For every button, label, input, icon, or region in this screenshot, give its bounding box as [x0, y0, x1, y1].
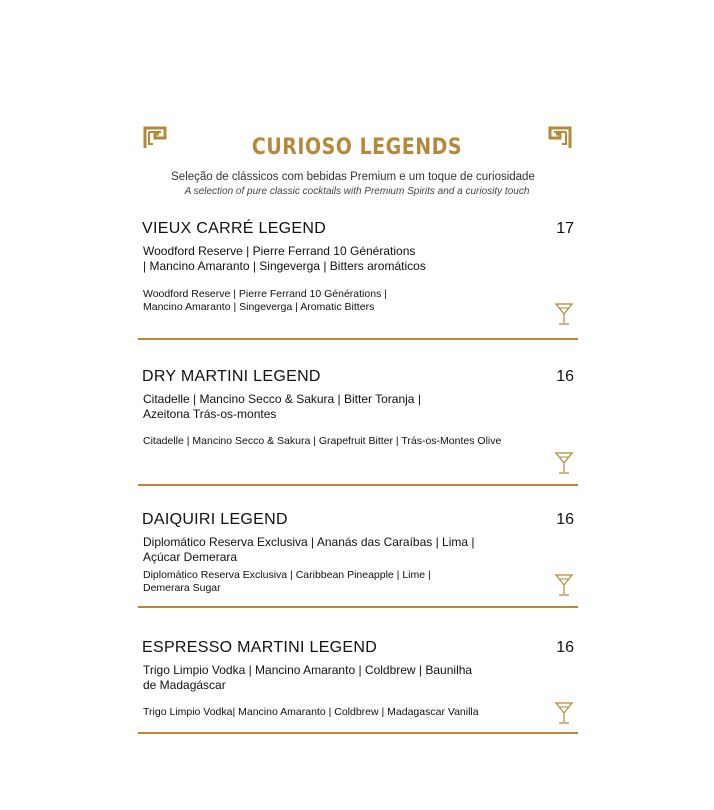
- item-description-pt: Trigo Limpio Vodka | Mancino Amaranto | Coldbrew | Baunilha de Madagáscar: [143, 663, 473, 692]
- martini-glass-icon: [555, 451, 573, 475]
- menu-item-vieux-carre: [138, 220, 578, 345]
- item-price: 16: [556, 368, 574, 385]
- menu-item-daiquiri: [138, 511, 578, 611]
- page-title: CURIOSO LEGENDS: [251, 134, 463, 160]
- item-description-pt: Woodford Reserve | Pierre Ferrand 10 Générations | Mancino Amaranto | Singeverga | Bitters aromáticos: [143, 244, 426, 273]
- subtitle-portuguese: Seleção de clássicos com bebidas Premium e um toque de curiosidade: [171, 171, 535, 183]
- divider: [138, 732, 578, 734]
- item-name: DRY MARTINI LEGEND: [142, 368, 321, 385]
- item-name: DAIQUIRI LEGEND: [142, 511, 288, 528]
- martini-glass-icon: [555, 573, 573, 597]
- menu-item-dry-martini: [138, 368, 578, 493]
- divider: [138, 338, 578, 340]
- item-description-en: Woodford Reserve | Pierre Ferrand 10 Générations | Mancino Amaranto | Singeverga | Aromatic Bitters: [143, 288, 387, 313]
- item-description-pt: Diplomático Reserva Exclusiva | Ananás das Caraíbas | Lima | Açúcar Demerara: [143, 535, 475, 564]
- item-price: 16: [556, 639, 574, 656]
- item-name: VIEUX CARRÉ LEGEND: [142, 220, 327, 237]
- item-description-pt: Citadelle | Mancino Secco & Sakura | Bitter Toranja | Azeitona Trás-os-montes: [143, 392, 421, 421]
- item-price: 16: [556, 511, 574, 528]
- martini-glass-icon: [555, 701, 573, 725]
- martini-glass-icon: [555, 302, 573, 326]
- item-description-en: Trigo Limpio Vodka| Mancino Amaranto | Coldbrew | Madagascar Vanilla: [143, 706, 479, 718]
- item-description-en: Citadelle | Mancino Secco & Sakura | Grapefruit Bitter | Trás-os-Montes Olive: [143, 435, 502, 447]
- item-description-en: Diplomático Reserva Exclusiva | Caribbean Pineapple | Lime | Demerara Sugar: [143, 569, 431, 594]
- divider: [138, 484, 578, 486]
- menu-item-espresso-martini: [138, 639, 578, 739]
- divider: [138, 606, 578, 608]
- item-price: 17: [556, 220, 574, 237]
- subtitle-english: A selection of pure classic cocktails with Premium Spirits and a curiosity touch: [184, 186, 530, 197]
- item-name: ESPRESSO MARTINI LEGEND: [142, 639, 378, 656]
